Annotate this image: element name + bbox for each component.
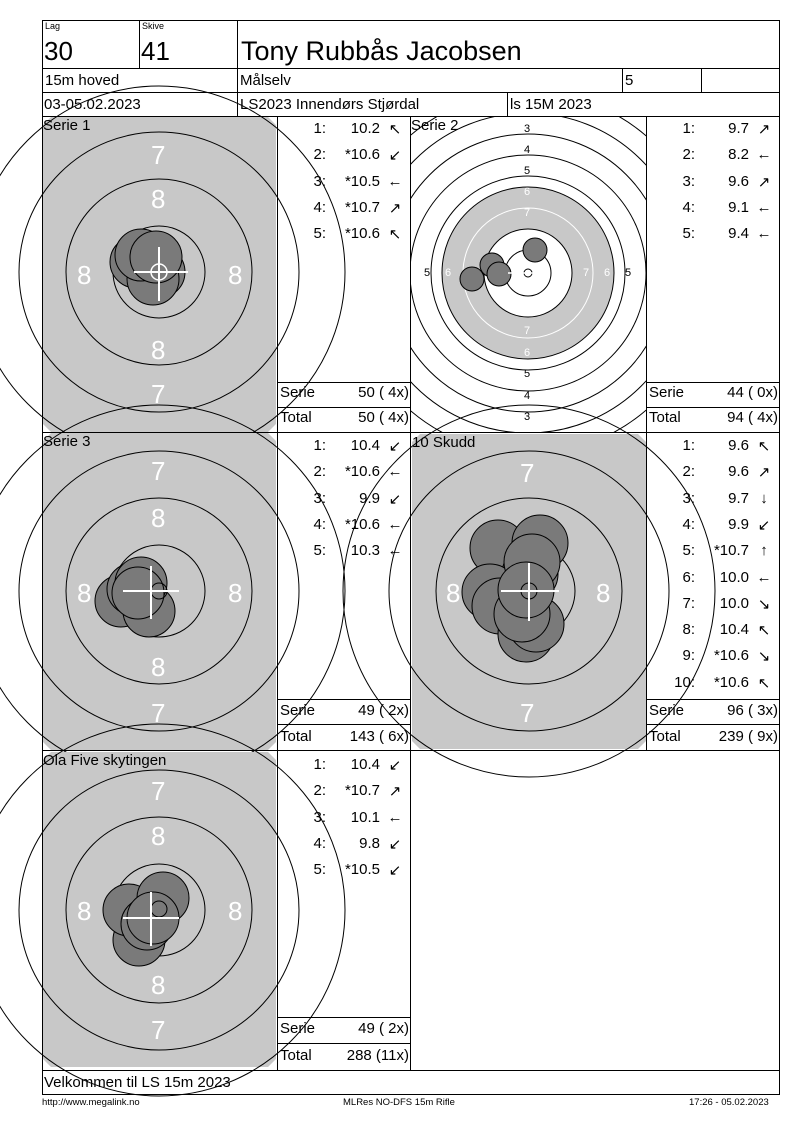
- shot-number: 5:: [682, 542, 695, 560]
- shot-score: *10.6: [344, 463, 380, 481]
- shot-number: 2:: [313, 146, 326, 164]
- ring-label-7-top: 7: [151, 140, 166, 170]
- shot-row: [278, 516, 410, 534]
- shot-number: 5:: [313, 225, 326, 243]
- shot-row: [647, 674, 779, 692]
- shot-number: 5:: [313, 861, 326, 879]
- shot-direction-icon: ←: [756, 568, 772, 586]
- panel-title: Serie 3: [43, 433, 91, 450]
- serie-sum-label: Serie: [280, 384, 316, 401]
- shot-row: [647, 542, 779, 560]
- ring-label-8-right: 8: [562, 267, 569, 279]
- shot-row: [278, 463, 410, 481]
- shot-score: 9.6: [728, 437, 749, 454]
- shot-score: 9.8: [359, 834, 380, 852]
- total-sum-value: 94 ( 4x): [727, 409, 778, 426]
- total-sum-value: 50 ( 4x): [358, 409, 409, 426]
- shot-row: [278, 120, 410, 138]
- shot-number: 6:: [682, 568, 695, 586]
- shot-score: 10.4: [719, 621, 749, 639]
- shot-row: [278, 861, 410, 879]
- shot-row: [647, 199, 779, 217]
- lag-value: 30: [44, 36, 73, 66]
- shot-score: *10.7: [344, 782, 380, 800]
- shot-score: *10.6: [713, 647, 749, 665]
- shot-direction-icon: ↙: [757, 516, 771, 534]
- panel-title: Serie 2: [411, 117, 459, 134]
- shot-number: 2:: [313, 782, 326, 800]
- ring-label-8-right: 8: [228, 578, 243, 608]
- shot-direction-icon: ↙: [388, 490, 402, 508]
- skive-label: Skive: [142, 21, 165, 31]
- shot-score: 10.4: [350, 756, 380, 773]
- shot-direction-icon: ↖: [757, 674, 771, 692]
- club-name: Målselv: [240, 72, 291, 89]
- shot-row: [278, 199, 410, 217]
- shot-number: 1:: [313, 437, 326, 454]
- shot-direction-icon: ↑: [760, 542, 768, 560]
- shot-direction-icon: ←: [387, 463, 403, 481]
- ring-label-8-right: 8: [596, 578, 611, 608]
- shot-direction-icon: ←: [387, 808, 403, 826]
- ring-label-8-bottom: 8: [151, 652, 166, 682]
- shot-row: [278, 437, 410, 455]
- class-number: 5: [625, 72, 634, 89]
- shot-row: [278, 146, 410, 164]
- event-date: 03-05.02.2023: [44, 96, 141, 113]
- shot-direction-icon: ↙: [388, 147, 402, 165]
- shooter-name: Tony Rubbås Jacobsen: [241, 36, 522, 66]
- shot-row: [278, 756, 410, 774]
- shot-direction-icon: ←: [387, 515, 403, 533]
- shot-direction-icon: ↘: [757, 595, 771, 613]
- shot-direction-icon: ←: [756, 146, 772, 164]
- shot-score: *10.7: [344, 198, 380, 216]
- shot-number: 10:: [674, 673, 695, 691]
- shot-row: [647, 120, 779, 138]
- ring-label-3-bottom: 3: [524, 411, 531, 423]
- footer-timestamp: 17:26 - 05.02.2023: [689, 1097, 769, 1108]
- serie-sum-label: Serie: [649, 702, 685, 719]
- shot-direction-icon: ↖: [757, 622, 771, 640]
- total-sum-value: 239 ( 9x): [718, 728, 778, 745]
- shot-score: *10.5: [344, 172, 380, 190]
- shot-score: *10.7: [713, 542, 749, 560]
- panel-title: Ola Five skytingen: [43, 752, 167, 769]
- shot-score: 10.2: [350, 120, 380, 137]
- ring-label-6-top: 6: [524, 186, 531, 198]
- serie-sum-value: 50 ( 4x): [358, 384, 409, 401]
- shot-number: 4:: [682, 515, 695, 533]
- shot-direction-icon: ↓: [760, 489, 768, 507]
- shot-number: 4:: [313, 834, 326, 852]
- shot-score: 9.6: [728, 463, 749, 481]
- total-sum-label: Total: [280, 1047, 312, 1064]
- ring-label-8-bottom: 8: [524, 305, 531, 317]
- shot-number: 5:: [313, 542, 326, 560]
- panel-title: Serie 1: [43, 117, 91, 134]
- shot-direction-icon: ↙: [388, 438, 402, 455]
- shot-number: 1:: [313, 120, 326, 137]
- footer-url[interactable]: http://www.megalink.no: [42, 1097, 140, 1108]
- shot-number: 1:: [313, 756, 326, 773]
- shot-direction-icon: ↖: [388, 226, 402, 244]
- ring-label-7-top: 7: [151, 456, 166, 486]
- ring-label-8-right: 8: [228, 260, 243, 290]
- ring-label-5-left: 5: [424, 267, 431, 279]
- panel-title: 10 Skudd: [412, 434, 476, 451]
- ring-label-8-top: 8: [151, 503, 166, 533]
- serie-sum-label: Serie: [280, 702, 316, 719]
- shot-score: 9.9: [359, 489, 380, 507]
- shot-score: 10.0: [719, 594, 749, 612]
- shot-score: *10.5: [344, 861, 380, 879]
- shot-row: [278, 809, 410, 827]
- shot-row: [647, 437, 779, 455]
- shot-number: 4:: [313, 515, 326, 533]
- ring-label-7-top: 7: [520, 458, 535, 488]
- ring-label-8-bottom: 8: [151, 970, 166, 1000]
- shot-score: 9.7: [728, 489, 749, 507]
- ring-label-7-top: 7: [151, 776, 166, 806]
- shot-row: [278, 782, 410, 800]
- shot-number: 1:: [682, 437, 695, 454]
- shot-row: [278, 173, 410, 191]
- shot-row: [647, 173, 779, 191]
- total-sum-label: Total: [280, 409, 312, 426]
- shot-row: [647, 516, 779, 534]
- shot-direction-icon: ←: [387, 542, 403, 560]
- shot-row: [647, 146, 779, 164]
- total-sum-label: Total: [280, 728, 312, 745]
- shot-row: [647, 463, 779, 481]
- lag-label: Lag: [45, 21, 61, 31]
- ring-label-7-bottom: 7: [524, 325, 531, 337]
- shot-direction-icon: ↘: [757, 648, 771, 666]
- shot-direction-icon: ←: [756, 198, 772, 216]
- shot-score: *10.6: [344, 225, 380, 243]
- shot-score: 10.0: [719, 568, 749, 586]
- ring-label-4-top: 4: [524, 144, 531, 156]
- serie-sum-value: 96 ( 3x): [727, 702, 778, 719]
- shot-direction-icon: ↗: [757, 173, 771, 191]
- ring-label-8-left: 8: [446, 578, 461, 608]
- shot-direction-icon: ↙: [388, 757, 402, 774]
- shot-number: 3:: [682, 172, 695, 190]
- shot-direction-icon: ↗: [757, 464, 771, 482]
- ring-label-6-left: 6: [445, 267, 452, 279]
- ring-label-5-top: 5: [524, 165, 531, 177]
- ring-label-6-right: 6: [604, 267, 611, 279]
- class-name: 15m hoved: [45, 72, 120, 89]
- skive-value: 41: [141, 36, 170, 66]
- event-name: LS2023 Innendørs Stjørdal: [240, 96, 420, 113]
- shot-direction-icon: ←: [387, 172, 403, 190]
- shot-score: 9.9: [728, 515, 749, 533]
- shot-direction-icon: ↖: [388, 121, 402, 138]
- shot-number: 2:: [682, 463, 695, 481]
- shot-row: [647, 569, 779, 587]
- serie-sum-value: 44 ( 0x): [727, 384, 778, 401]
- shot-number: 1:: [682, 120, 695, 137]
- shot-number: 2:: [682, 146, 695, 164]
- ring-label-5-bottom: 5: [524, 368, 531, 380]
- shot-direction-icon: ←: [756, 225, 772, 243]
- shot-direction-icon: ↗: [388, 783, 402, 801]
- ring-label-8-bottom: 8: [151, 335, 166, 365]
- footer-software: MLRes NO-DFS 15m Rifle: [343, 1097, 455, 1108]
- shot-row: [278, 835, 410, 853]
- shot-number: 4:: [682, 198, 695, 216]
- ring-label-7-bottom: 7: [151, 379, 166, 409]
- ring-label-8-top: 8: [151, 184, 166, 214]
- shot-row: [278, 225, 410, 243]
- serie-sum-value: 49 ( 2x): [358, 1020, 409, 1037]
- shot-row: [278, 542, 410, 560]
- serie-sum-value: 49 ( 2x): [358, 702, 409, 719]
- ring-label-4-bottom: 4: [524, 390, 531, 402]
- ring-label-8-left: 8: [77, 260, 92, 290]
- ring-label-6-bottom: 6: [524, 347, 531, 359]
- shot-row: [647, 621, 779, 639]
- shot-row: [278, 490, 410, 508]
- shot-number: 8:: [682, 621, 695, 639]
- shot-score: *10.6: [344, 515, 380, 533]
- shot-number: 3:: [313, 172, 326, 190]
- shot-direction-icon: ↙: [388, 835, 402, 853]
- ring-label-7-bottom: 7: [151, 1015, 166, 1045]
- total-sum-value: 143 ( 6x): [349, 728, 409, 745]
- shot-number: 5:: [682, 225, 695, 243]
- shot-score: *10.6: [713, 673, 749, 691]
- ring-label-7-bottom: 7: [151, 698, 166, 728]
- ring-label-7-right: 7: [583, 267, 590, 279]
- shot-score: 10.1: [350, 808, 380, 826]
- shot-row: [647, 490, 779, 508]
- shot-number: 3:: [313, 489, 326, 507]
- shot-number: 4:: [313, 198, 326, 216]
- total-sum-label: Total: [649, 728, 681, 745]
- shot-direction-icon: ↖: [757, 438, 771, 455]
- shot-row: [647, 595, 779, 613]
- shot-score: *10.6: [344, 146, 380, 164]
- shot-row: [647, 647, 779, 665]
- ring-label-8-left: 8: [77, 896, 92, 926]
- shot-score: 8.2: [728, 146, 749, 164]
- ring-label-7-top: 7: [524, 207, 531, 219]
- shot-score: 10.3: [350, 542, 380, 560]
- serie-sum-label: Serie: [280, 1020, 316, 1037]
- shot-number: 7:: [682, 594, 695, 612]
- shot-direction-icon: ↙: [388, 862, 402, 880]
- shot-number: 3:: [682, 489, 695, 507]
- shot-score: 10.4: [350, 437, 380, 454]
- shot-direction-icon: ↗: [757, 121, 771, 138]
- total-sum-label: Total: [649, 409, 681, 426]
- shot-score: 9.4: [728, 225, 749, 243]
- ring-label-5-right: 5: [625, 267, 632, 279]
- ring-label-7-bottom: 7: [520, 698, 535, 728]
- shot-number: 3:: [313, 808, 326, 826]
- shot-row: [647, 225, 779, 243]
- shot-score: 9.6: [728, 172, 749, 190]
- shot-direction-icon: ↗: [388, 199, 402, 217]
- ring-label-3-top: 3: [524, 123, 531, 135]
- ring-label-8-right: 8: [228, 896, 243, 926]
- welcome-message: Velkommen til LS 15m 2023: [44, 1074, 231, 1091]
- ring-label-8-left: 8: [77, 578, 92, 608]
- serie-sum-label: Serie: [649, 384, 685, 401]
- competition-name: ls 15M 2023: [510, 96, 592, 113]
- shot-number: 2:: [313, 463, 326, 481]
- total-sum-value: 288 (11x): [346, 1047, 409, 1064]
- shot-number: 9:: [682, 647, 695, 665]
- ring-label-8-top: 8: [151, 821, 166, 851]
- shot-score: 9.1: [728, 198, 749, 216]
- shot-score: 9.7: [728, 120, 749, 137]
